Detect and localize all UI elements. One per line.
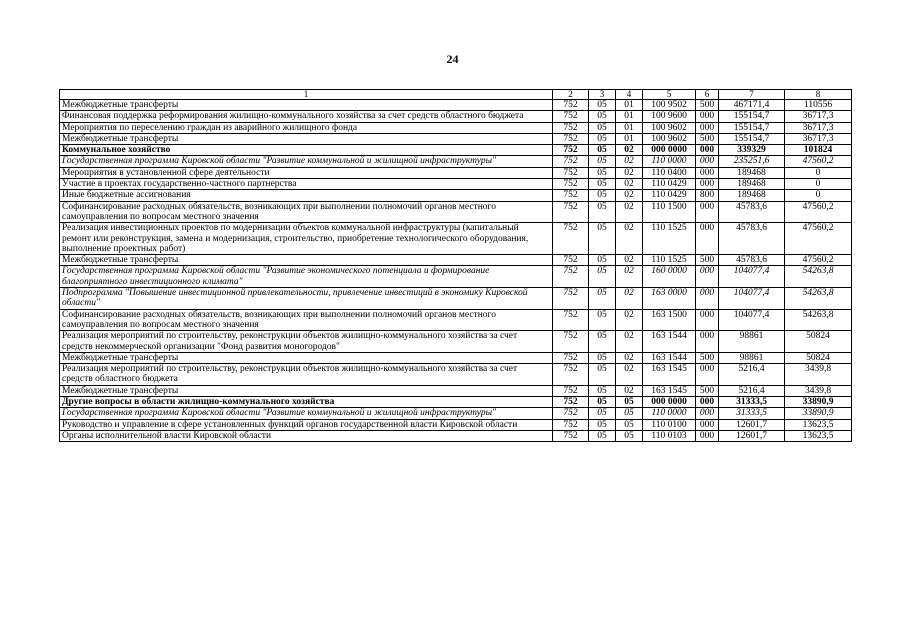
row-expense-type-cell: 000: [696, 179, 719, 190]
row-section-cell: 05: [589, 352, 616, 363]
row-subsection-cell: 05: [616, 397, 643, 408]
row-amount-year2-cell: 47560,2: [785, 201, 852, 223]
row-name-cell: Государственная программа Кировской области "Развитие коммунальной и жилищной инфраструктуры": [60, 408, 553, 419]
column-header: 3: [589, 90, 616, 100]
row-expense-type-cell: 000: [696, 288, 719, 310]
row-expense-type-cell: 000: [696, 408, 719, 419]
column-header: 6: [696, 90, 719, 100]
row-ministry-code-cell: 752: [553, 179, 589, 190]
row-expense-type-cell: 500: [696, 352, 719, 363]
row-amount-year2-cell: 0: [785, 179, 852, 190]
row-section-cell: 05: [589, 266, 616, 288]
row-ministry-code-cell: 752: [553, 223, 589, 255]
table-row: [60, 255, 852, 266]
row-target-article-cell: 163 1545: [643, 364, 696, 386]
table-row: [60, 364, 852, 386]
row-subsection-cell: 01: [616, 122, 643, 133]
row-section-cell: 05: [589, 122, 616, 133]
row-amount-year2-cell: 36717,3: [785, 122, 852, 133]
row-subsection-cell: 01: [616, 133, 643, 144]
table-body: [60, 100, 852, 442]
row-target-article-cell: 110 0000: [643, 408, 696, 419]
row-name-cell: Межбюджетные трансферты: [60, 133, 553, 144]
column-header: 1: [60, 90, 553, 100]
budget-table: [59, 89, 852, 442]
row-amount-year1-cell: 189468: [719, 167, 785, 178]
row-name-cell: Межбюджетные трансферты: [60, 100, 553, 111]
row-section-cell: 05: [589, 223, 616, 255]
row-name-cell: Государственная программа Кировской области "Развитие коммунальной и жилищной инфраструктуры": [60, 156, 553, 167]
row-amount-year2-cell: 0: [785, 190, 852, 201]
row-amount-year1-cell: 12601,7: [719, 430, 785, 441]
row-amount-year1-cell: 104077,4: [719, 309, 785, 331]
row-ministry-code-cell: 752: [553, 190, 589, 201]
row-name-cell: Мероприятия в установленной сфере деятельности: [60, 167, 553, 178]
table-row: [60, 179, 852, 190]
table-header-row: [60, 90, 852, 100]
row-subsection-cell: 02: [616, 167, 643, 178]
row-section-cell: 05: [589, 397, 616, 408]
row-target-article-cell: 110 0100: [643, 419, 696, 430]
row-expense-type-cell: 000: [696, 397, 719, 408]
table-row: [60, 408, 852, 419]
row-section-cell: 05: [589, 288, 616, 310]
table-row: [60, 288, 852, 310]
row-section-cell: 05: [589, 190, 616, 201]
row-amount-year1-cell: 235251,6: [719, 156, 785, 167]
column-header: 7: [719, 90, 785, 100]
row-amount-year2-cell: 33890,9: [785, 408, 852, 419]
row-ministry-code-cell: 752: [553, 100, 589, 111]
row-name-cell: Органы исполнительной власти Кировской области: [60, 430, 553, 441]
row-ministry-code-cell: 752: [553, 408, 589, 419]
row-target-article-cell: 000 0000: [643, 397, 696, 408]
row-subsection-cell: 02: [616, 309, 643, 331]
row-target-article-cell: 163 0000: [643, 288, 696, 310]
row-ministry-code-cell: 752: [553, 385, 589, 396]
table-row: [60, 133, 852, 144]
row-amount-year2-cell: 3439,8: [785, 364, 852, 386]
row-subsection-cell: 02: [616, 223, 643, 255]
row-target-article-cell: 110 0000: [643, 156, 696, 167]
row-name-cell: Межбюджетные трансферты: [60, 352, 553, 363]
row-ministry-code-cell: 752: [553, 419, 589, 430]
row-expense-type-cell: 500: [696, 100, 719, 111]
row-expense-type-cell: 500: [696, 385, 719, 396]
table-row: [60, 419, 852, 430]
row-subsection-cell: 02: [616, 266, 643, 288]
row-name-cell: Коммунальное хозяйство: [60, 145, 553, 156]
row-section-cell: 05: [589, 419, 616, 430]
page-number: 24: [446, 52, 459, 66]
row-amount-year1-cell: 104077,4: [719, 266, 785, 288]
row-amount-year2-cell: 36717,3: [785, 133, 852, 144]
row-amount-year1-cell: 98861: [719, 331, 785, 353]
row-amount-year1-cell: 45783,6: [719, 223, 785, 255]
table-row: [60, 309, 852, 331]
row-target-article-cell: 160 0000: [643, 266, 696, 288]
row-expense-type-cell: 000: [696, 309, 719, 331]
row-target-article-cell: 100 9602: [643, 122, 696, 133]
row-subsection-cell: 01: [616, 111, 643, 122]
row-amount-year2-cell: 47560,2: [785, 223, 852, 255]
row-target-article-cell: 000 0000: [643, 145, 696, 156]
row-name-cell: Иные бюджетные ассигнования: [60, 190, 553, 201]
row-name-cell: Мероприятия по переселению граждан из аварийного жилищного фонда: [60, 122, 553, 133]
row-section-cell: 05: [589, 430, 616, 441]
row-amount-year2-cell: 50824: [785, 352, 852, 363]
row-expense-type-cell: 000: [696, 111, 719, 122]
row-expense-type-cell: 500: [696, 133, 719, 144]
row-amount-year2-cell: 47560,2: [785, 255, 852, 266]
row-amount-year2-cell: 0: [785, 167, 852, 178]
row-section-cell: 05: [589, 364, 616, 386]
row-amount-year1-cell: 98861: [719, 352, 785, 363]
row-subsection-cell: 05: [616, 430, 643, 441]
table-row: [60, 385, 852, 396]
row-target-article-cell: 110 1525: [643, 255, 696, 266]
table-row: [60, 266, 852, 288]
row-target-article-cell: 100 9600: [643, 111, 696, 122]
table-row: [60, 430, 852, 441]
row-amount-year1-cell: 12601,7: [719, 419, 785, 430]
row-name-cell: Реализация инвестиционных проектов по модернизации объектов коммунальной инфраструктуры (капитальный ремонт или реконструкция, замена и модернизация, строительство, приобретение технологического оборудования, выполнение проектных работ): [60, 223, 553, 255]
row-name-cell: Межбюджетные трансферты: [60, 385, 553, 396]
row-amount-year2-cell: 33890,9: [785, 397, 852, 408]
row-expense-type-cell: 500: [696, 255, 719, 266]
row-expense-type-cell: 000: [696, 167, 719, 178]
row-amount-year2-cell: 54263,8: [785, 266, 852, 288]
row-expense-type-cell: 000: [696, 266, 719, 288]
row-amount-year1-cell: 339329: [719, 145, 785, 156]
row-ministry-code-cell: 752: [553, 397, 589, 408]
row-amount-year2-cell: 50824: [785, 331, 852, 353]
row-target-article-cell: 110 0429: [643, 179, 696, 190]
row-target-article-cell: 110 1500: [643, 201, 696, 223]
row-ministry-code-cell: 752: [553, 309, 589, 331]
table-row: [60, 331, 852, 353]
row-amount-year2-cell: 13623,5: [785, 430, 852, 441]
row-expense-type-cell: 000: [696, 145, 719, 156]
row-target-article-cell: 163 1500: [643, 309, 696, 331]
row-amount-year1-cell: 45783,6: [719, 255, 785, 266]
row-subsection-cell: 05: [616, 419, 643, 430]
row-ministry-code-cell: 752: [553, 111, 589, 122]
row-amount-year1-cell: 189468: [719, 179, 785, 190]
row-amount-year1-cell: 5216,4: [719, 385, 785, 396]
row-name-cell: Реализация мероприятий по строительству, реконструкции объектов жилищно-коммунального хозяйства за счет средств некоммерческой организации "Фонд развития моногородов": [60, 331, 553, 353]
column-header: 8: [785, 90, 852, 100]
row-amount-year2-cell: 54263,8: [785, 288, 852, 310]
row-ministry-code-cell: 752: [553, 122, 589, 133]
row-section-cell: 05: [589, 145, 616, 156]
row-amount-year1-cell: 189468: [719, 190, 785, 201]
row-subsection-cell: 02: [616, 255, 643, 266]
row-subsection-cell: 05: [616, 408, 643, 419]
row-name-cell: Софинансирование расходных обязательств, возникающих при выполнении полномочий органов местного самоуправления по вопросам местного значения: [60, 309, 553, 331]
row-expense-type-cell: 800: [696, 190, 719, 201]
row-amount-year2-cell: 101824: [785, 145, 852, 156]
table-row: [60, 167, 852, 178]
column-header: 5: [643, 90, 696, 100]
row-amount-year1-cell: 104077,4: [719, 288, 785, 310]
row-amount-year1-cell: 155154,7: [719, 122, 785, 133]
row-section-cell: 05: [589, 167, 616, 178]
row-target-article-cell: 100 9502: [643, 100, 696, 111]
row-section-cell: 05: [589, 100, 616, 111]
row-target-article-cell: 110 0400: [643, 167, 696, 178]
column-header: 4: [616, 90, 643, 100]
row-name-cell: Межбюджетные трансферты: [60, 255, 553, 266]
row-subsection-cell: 02: [616, 201, 643, 223]
row-section-cell: 05: [589, 331, 616, 353]
row-subsection-cell: 02: [616, 288, 643, 310]
row-subsection-cell: 02: [616, 179, 643, 190]
row-subsection-cell: 02: [616, 331, 643, 353]
row-subsection-cell: 02: [616, 156, 643, 167]
table-row: [60, 122, 852, 133]
row-expense-type-cell: 000: [696, 419, 719, 430]
table-row: [60, 145, 852, 156]
row-subsection-cell: 02: [616, 190, 643, 201]
row-amount-year1-cell: 45783,6: [719, 201, 785, 223]
row-amount-year1-cell: 31333,5: [719, 408, 785, 419]
row-expense-type-cell: 000: [696, 156, 719, 167]
table-row: [60, 223, 852, 255]
row-amount-year2-cell: 54263,8: [785, 309, 852, 331]
row-ministry-code-cell: 752: [553, 430, 589, 441]
row-amount-year1-cell: 31333,5: [719, 397, 785, 408]
row-ministry-code-cell: 752: [553, 201, 589, 223]
row-subsection-cell: 02: [616, 145, 643, 156]
table-row: [60, 190, 852, 201]
row-ministry-code-cell: 752: [553, 145, 589, 156]
row-subsection-cell: 02: [616, 352, 643, 363]
table-row: [60, 201, 852, 223]
row-amount-year1-cell: 155154,7: [719, 133, 785, 144]
table-row: [60, 100, 852, 111]
row-amount-year2-cell: 13623,5: [785, 419, 852, 430]
row-target-article-cell: 163 1544: [643, 352, 696, 363]
row-name-cell: Софинансирование расходных обязательств, возникающих при выполнении полномочий органов местного самоуправления по вопросам местного значения: [60, 201, 553, 223]
row-target-article-cell: 100 9602: [643, 133, 696, 144]
row-section-cell: 05: [589, 255, 616, 266]
row-section-cell: 05: [589, 201, 616, 223]
row-name-cell: Другие вопросы в области жилищно-коммунального хозяйства: [60, 397, 553, 408]
row-amount-year2-cell: 110556: [785, 100, 852, 111]
row-section-cell: 05: [589, 133, 616, 144]
row-amount-year2-cell: 47560,2: [785, 156, 852, 167]
row-target-article-cell: 110 0429: [643, 190, 696, 201]
row-name-cell: Участие в проектах государственно-частного партнерства: [60, 179, 553, 190]
row-section-cell: 05: [589, 179, 616, 190]
row-target-article-cell: 163 1544: [643, 331, 696, 353]
row-section-cell: 05: [589, 156, 616, 167]
row-name-cell: Руководство и управление в сфере установленных функций органов государственной власти Кировской области: [60, 419, 553, 430]
row-ministry-code-cell: 752: [553, 156, 589, 167]
row-expense-type-cell: 000: [696, 331, 719, 353]
table-row: [60, 352, 852, 363]
table-row: [60, 397, 852, 408]
row-ministry-code-cell: 752: [553, 364, 589, 386]
row-subsection-cell: 02: [616, 385, 643, 396]
row-expense-type-cell: 000: [696, 430, 719, 441]
row-ministry-code-cell: 752: [553, 352, 589, 363]
row-section-cell: 05: [589, 111, 616, 122]
row-ministry-code-cell: 752: [553, 167, 589, 178]
row-amount-year1-cell: 5216,4: [719, 364, 785, 386]
row-target-article-cell: 110 0103: [643, 430, 696, 441]
row-name-cell: Государственная программа Кировской области "Развитие экономического потенциала и формирование благоприятного инвестиционного климата": [60, 266, 553, 288]
row-amount-year2-cell: 36717,3: [785, 111, 852, 122]
row-amount-year1-cell: 467171,4: [719, 100, 785, 111]
row-ministry-code-cell: 752: [553, 133, 589, 144]
table-row: [60, 156, 852, 167]
row-section-cell: 05: [589, 385, 616, 396]
row-expense-type-cell: 000: [696, 223, 719, 255]
row-section-cell: 05: [589, 408, 616, 419]
row-name-cell: Финансовая поддержка реформирования жилищно-коммунального хозяйства за счет средств областного бюджета: [60, 111, 553, 122]
row-expense-type-cell: 000: [696, 122, 719, 133]
column-header: 2: [553, 90, 589, 100]
row-name-cell: Реализация мероприятий по строительству, реконструкции объектов жилищно-коммунального хозяйства за счет средств областного бюджета: [60, 364, 553, 386]
row-ministry-code-cell: 752: [553, 288, 589, 310]
row-expense-type-cell: 000: [696, 364, 719, 386]
row-name-cell: Подпрограмма "Повышение инвестиционной привлекательности, привлечение инвестиций в экономику Кировской области": [60, 288, 553, 310]
row-expense-type-cell: 000: [696, 201, 719, 223]
table-row: [60, 111, 852, 122]
row-amount-year2-cell: 3439,8: [785, 385, 852, 396]
row-subsection-cell: 02: [616, 364, 643, 386]
row-ministry-code-cell: 752: [553, 255, 589, 266]
row-subsection-cell: 01: [616, 100, 643, 111]
row-section-cell: 05: [589, 309, 616, 331]
row-ministry-code-cell: 752: [553, 266, 589, 288]
row-ministry-code-cell: 752: [553, 331, 589, 353]
row-target-article-cell: 163 1545: [643, 385, 696, 396]
row-target-article-cell: 110 1525: [643, 223, 696, 255]
row-amount-year1-cell: 155154,7: [719, 111, 785, 122]
